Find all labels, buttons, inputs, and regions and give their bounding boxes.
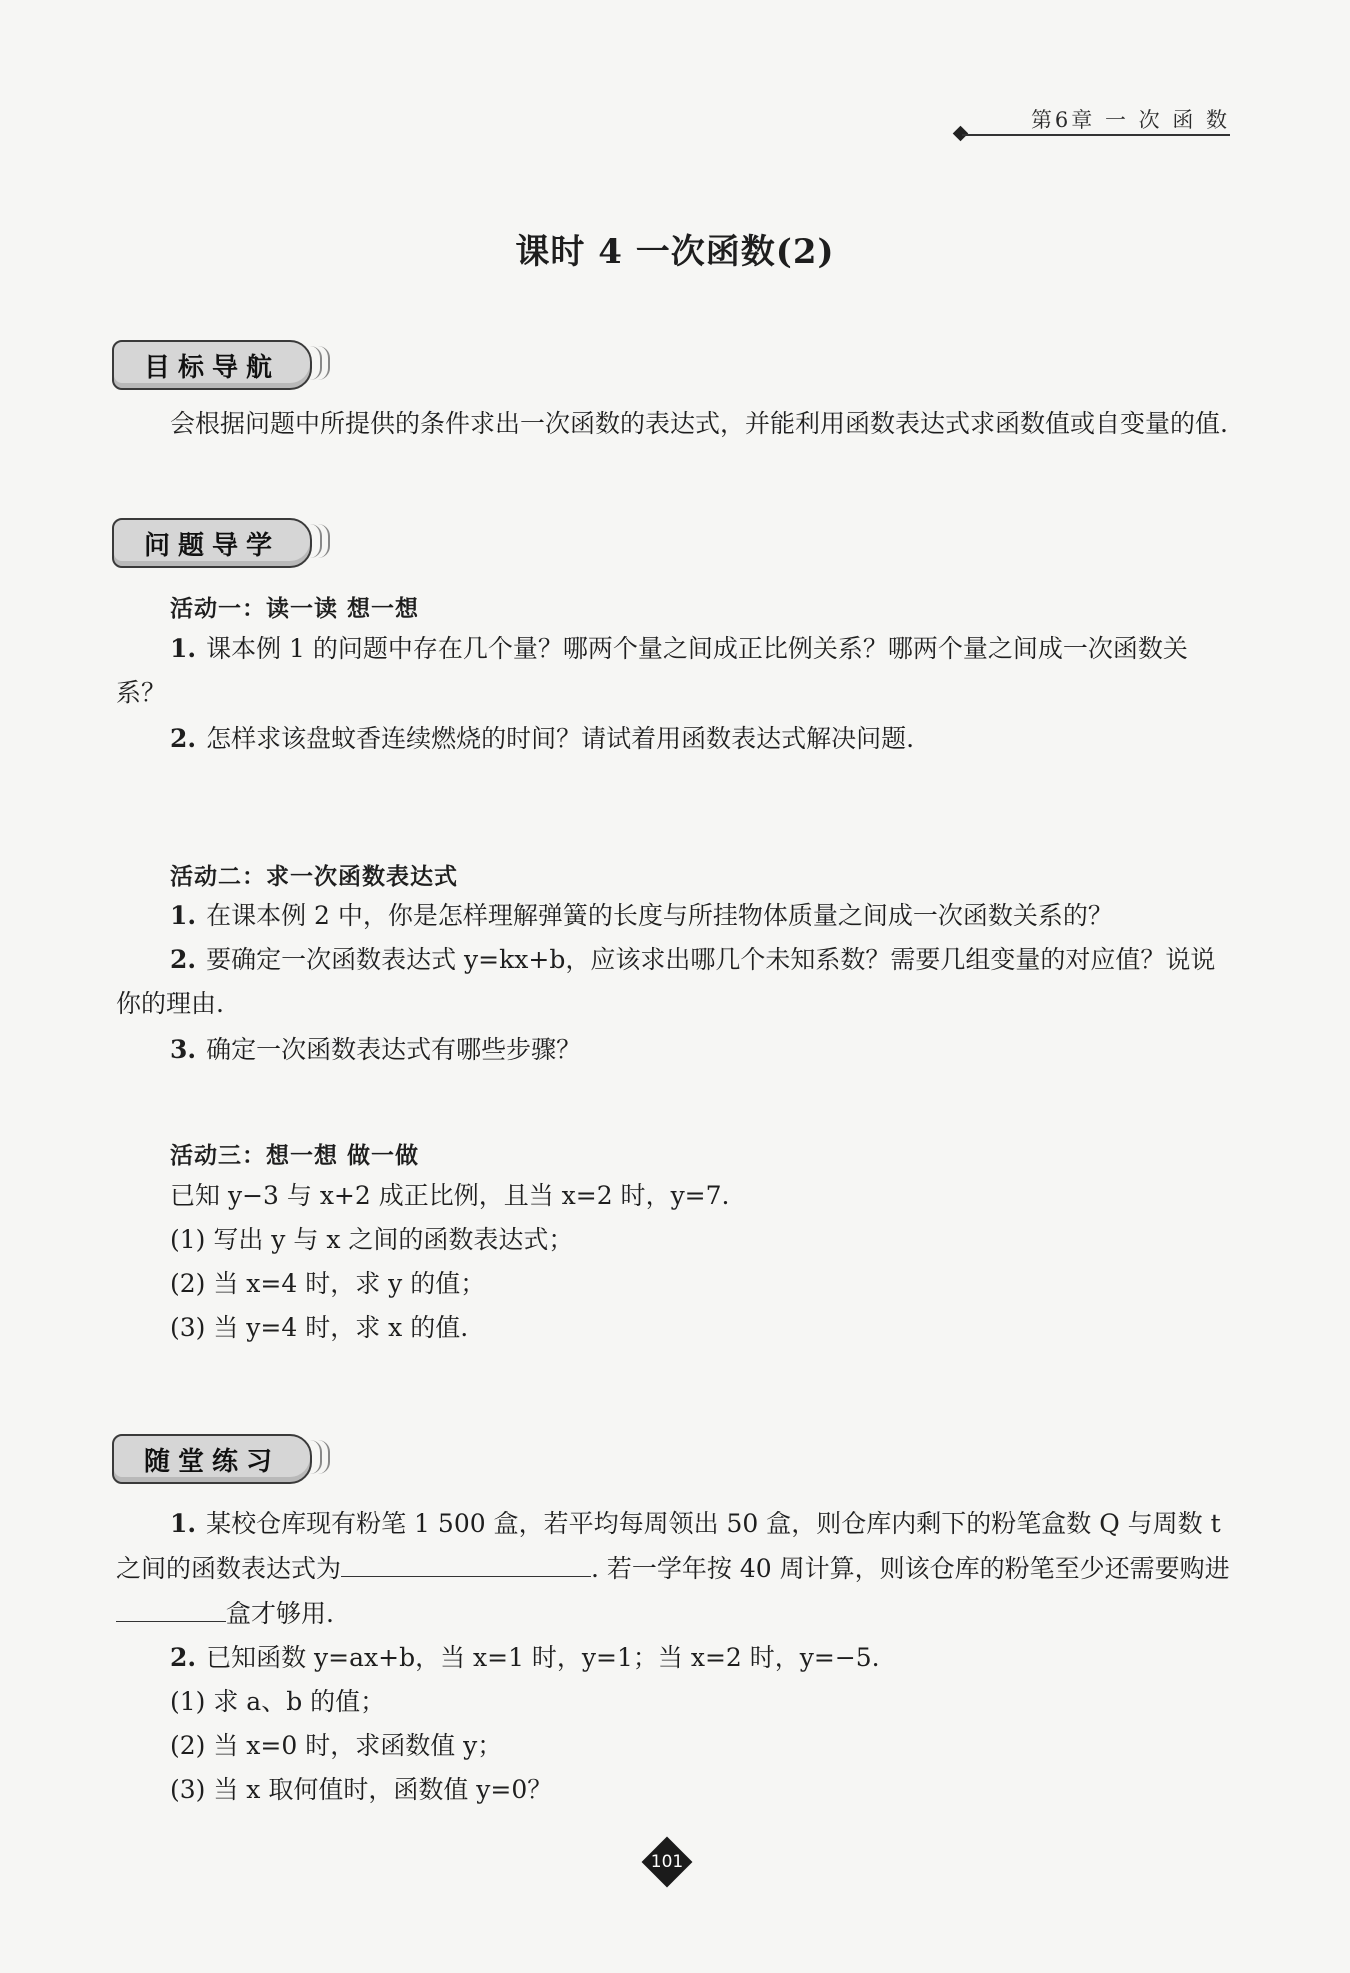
question-text: 要确定一次函数表达式 y=kx+b，应该求出哪几个未知系数？需要几组变量的对应值？说说你的理由.	[116, 945, 1216, 1018]
practice-e2-part3: (3) 当 x 取何值时，函数值 y=0？	[170, 1775, 553, 1804]
practice-e2-part2: (2) 当 x=0 时，求函数值 y；	[170, 1731, 503, 1760]
practice-e1	[116, 1502, 1231, 1636]
question-number: 1.	[170, 634, 197, 663]
tag-arc-icon	[318, 346, 330, 380]
section-tag-label: 目标导航	[112, 340, 312, 390]
goal-text: 会根据问题中所提供的条件求出一次函数的表达式，并能利用函数表达式求函数值或自变量的值.	[170, 409, 1228, 438]
question-number: 3.	[170, 1035, 197, 1064]
question-text: 课本例 1 的问题中存在几个量？哪两个量之间成正比例关系？哪两个量之间成一次函数关系？	[116, 634, 1188, 707]
activity2-q2	[116, 938, 1231, 1026]
page-number-text: 101	[650, 1852, 684, 1872]
activity3-part3: (3) 当 y=4 时，求 x 的值.	[170, 1313, 469, 1342]
activity2-q1	[170, 894, 1230, 938]
question-text: 某校仓库现有粉笔 1 500 盒，若平均每周领出 50 盒，则仓库内剩下的粉笔盒数 Q 与周数 t 之间的函数表达式为	[116, 1509, 1221, 1583]
activity3-title: 活动三：想一想 做一做	[170, 1143, 420, 1169]
question-text: 在课本例 2 中，你是怎样理解弹簧的长度与所挂物体质量之间成一次函数关系的？	[206, 901, 1113, 930]
practice-e2-part1: (1) 求 a、b 的值；	[170, 1687, 386, 1716]
section-tag-label: 随堂练习	[112, 1434, 312, 1484]
lesson-title: 课时 4 一次函数(2)	[515, 232, 835, 272]
question-number: 1.	[170, 1509, 197, 1538]
section-tag-label: 问题导学	[112, 518, 312, 568]
section-tag-goal	[112, 340, 326, 388]
activity3-stem: 已知 y−3 与 x+2 成正比例，且当 x=2 时，y=7.	[170, 1181, 730, 1210]
answer-blank[interactable]	[116, 1591, 226, 1622]
activity2-title: 活动二：求一次函数表达式	[170, 864, 458, 890]
activity1-q2	[170, 717, 1230, 761]
tag-arc-icon	[318, 1440, 330, 1474]
question-text: . 若一学年按 40 周计算，则该仓库的粉笔至少还需要购进	[591, 1554, 1230, 1583]
running-header: 第6章 一 次 函 数	[1030, 108, 1230, 132]
activity1-title: 活动一：读一读 想一想	[170, 596, 420, 622]
activity3-part1: (1) 写出 y 与 x 之间的函数表达式；	[170, 1225, 574, 1254]
question-text: 怎样求该盘蚊香连续燃烧的时间？请试着用函数表达式解决问题.	[206, 724, 915, 753]
section-tag-practice	[112, 1434, 326, 1482]
tag-arc-icon	[318, 524, 330, 558]
practice-e2	[170, 1636, 1230, 1680]
question-text: 已知函数 y=ax+b，当 x=1 时，y=1；当 x=2 时，y=−5.	[206, 1643, 880, 1672]
question-number: 1.	[170, 901, 197, 930]
activity1-q1	[116, 627, 1231, 715]
question-number: 2.	[170, 945, 197, 974]
activity2-q3	[170, 1028, 1230, 1072]
activity3-part2: (2) 当 x=4 时，求 y 的值；	[170, 1269, 486, 1298]
page-number	[645, 1840, 689, 1884]
question-text: 盒才够用.	[226, 1599, 334, 1628]
header-rule	[962, 134, 1230, 136]
question-text: 确定一次函数表达式有哪些步骤？	[206, 1035, 582, 1064]
question-number: 2.	[170, 1643, 197, 1672]
section-tag-inquiry	[112, 518, 326, 566]
answer-blank[interactable]	[341, 1546, 591, 1577]
question-number: 2.	[170, 724, 197, 753]
